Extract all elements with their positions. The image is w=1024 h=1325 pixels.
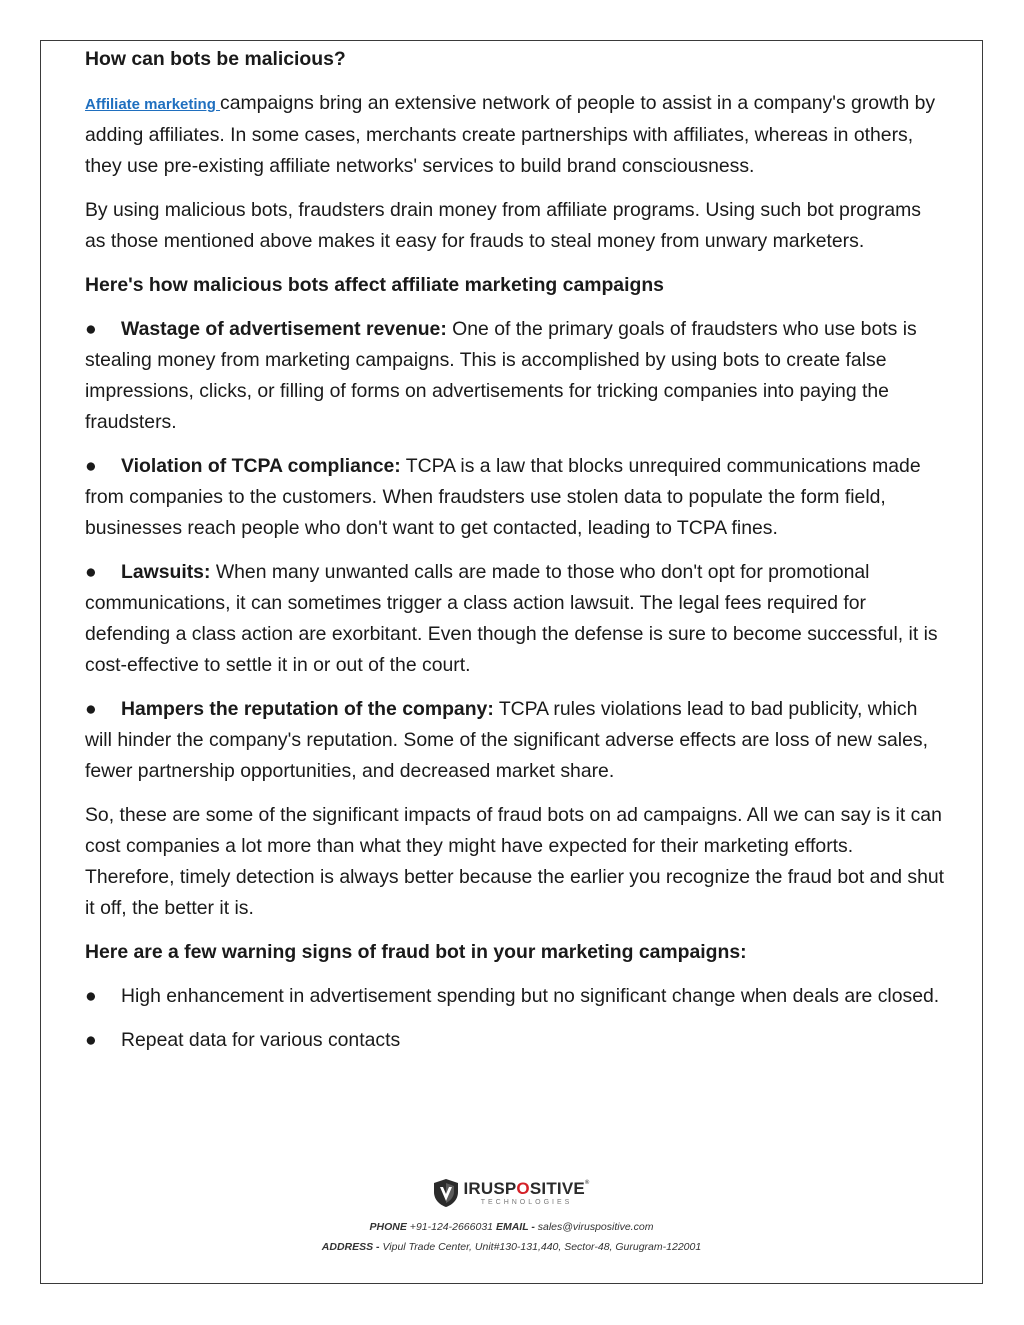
phone-label: PHONE (369, 1221, 407, 1233)
affiliate-marketing-link[interactable]: Affiliate marketing (85, 96, 221, 113)
heading-effects: Here's how malicious bots affect affiliate marketing campaigns (85, 274, 664, 296)
bullet-title: Violation of TCPA compliance: (121, 455, 401, 477)
bullet-text: TCPA is a law that blocks unrequired communications made from companies to the customers. When fraudsters use stolen data to populate the form field, businesses reach people who don't want to get contacted, leading to TCPA fines. (85, 455, 921, 539)
warning-bullet-item (85, 981, 945, 1012)
bullet-icon: ● (85, 318, 97, 340)
intro-text: campaigns bring an extensive network of people to assist in a company's growth by adding affiliates. In some cases, merchants create partnerships with affiliates, whereas in others, they use pre-existing affiliate networks' services to build brand consciousness. (85, 92, 936, 177)
address-label: ADDRESS - (321, 1241, 380, 1253)
bullet-text: Repeat data for various contacts (121, 1029, 401, 1051)
bullet-icon: ● (85, 455, 97, 477)
logo-wordmark-part2: SITIVE (529, 1179, 585, 1198)
bullet-icon: ● (85, 698, 97, 720)
bullet-icon: ● (85, 1029, 97, 1051)
document-body (85, 44, 945, 1069)
bullet-item (85, 557, 945, 681)
bullet-title: Hampers the reputation of the company: (121, 698, 494, 720)
shield-icon (433, 1178, 459, 1208)
bullet-icon: ● (85, 561, 97, 583)
logo-wordmark-accent: O (516, 1179, 530, 1198)
bullet-text: High enhancement in advertisement spending but no significant change when deals are closed. (121, 985, 940, 1007)
heading-warning-signs: Here are a few warning signs of fraud bot in your marketing campaigns: (85, 941, 747, 963)
logo-wordmark-part1: IRUSP (463, 1179, 517, 1198)
bullet-item (85, 694, 945, 787)
warning-bullet-item (85, 1025, 945, 1056)
page-footer (40, 1178, 983, 1253)
address-line (40, 1241, 983, 1253)
intro-paragraph (85, 88, 945, 182)
bullet-text: One of the primary goals of fraudsters who use bots is stealing money from marketing campaigns. This is accomplished by using bots to create false impressions, clicks, or filling of forms on advertisements for tricking companies into paying the fraudsters. (85, 318, 917, 433)
bullet-icon: ● (85, 985, 97, 1007)
bullet-item (85, 451, 945, 544)
registered-mark: ® (584, 1180, 590, 1186)
heading-malicious-bots: How can bots be malicious? (85, 48, 346, 70)
address-text: Vipul Trade Center, Unit#130-131,440, Sector-48, Gurugram-122001 (379, 1241, 702, 1253)
bullet-text: When many unwanted calls are made to those who don't opt for promotional communications, it can sometimes trigger a class action lawsuit. The legal fees required for defending a class action are exorbitant. Even though the defense is sure to become successful, it is cost-effective to settle it in or out of the court. (85, 561, 938, 676)
bullet-item (85, 314, 945, 438)
bullet-text: TCPA rules violations lead to bad publicity, which will hinder the company's reputation. Some of the significant adverse effects are loss of new sales, fewer partnership opportunities, and decreased market share. (85, 698, 928, 782)
phone-number: +91-124-2666031 (406, 1221, 496, 1233)
contact-line (40, 1221, 983, 1233)
summary-paragraph: So, these are some of the significant impacts of fraud bots on ad campaigns. All we can say is it can cost companies a lot more than what they might have expected for their marketing efforts. Therefore, timely detection is always better because the earlier you recognize the fraud bot and shut it off, the better it is. (85, 804, 945, 919)
bullet-title: Lawsuits: (121, 561, 211, 583)
logo-tagline: TECHNOLOGIES (480, 1199, 573, 1206)
bullet-title: Wastage of advertisement revenue: (121, 318, 447, 340)
fraudsters-paragraph: By using malicious bots, fraudsters drain money from affiliate programs. Using such bot programs as those mentioned above makes it easy for frauds to steal money from unwary marketers. (85, 199, 921, 252)
company-logo (433, 1178, 589, 1208)
email-label: EMAIL - (495, 1221, 535, 1233)
email-address[interactable]: sales@viruspositive.com (534, 1221, 654, 1233)
